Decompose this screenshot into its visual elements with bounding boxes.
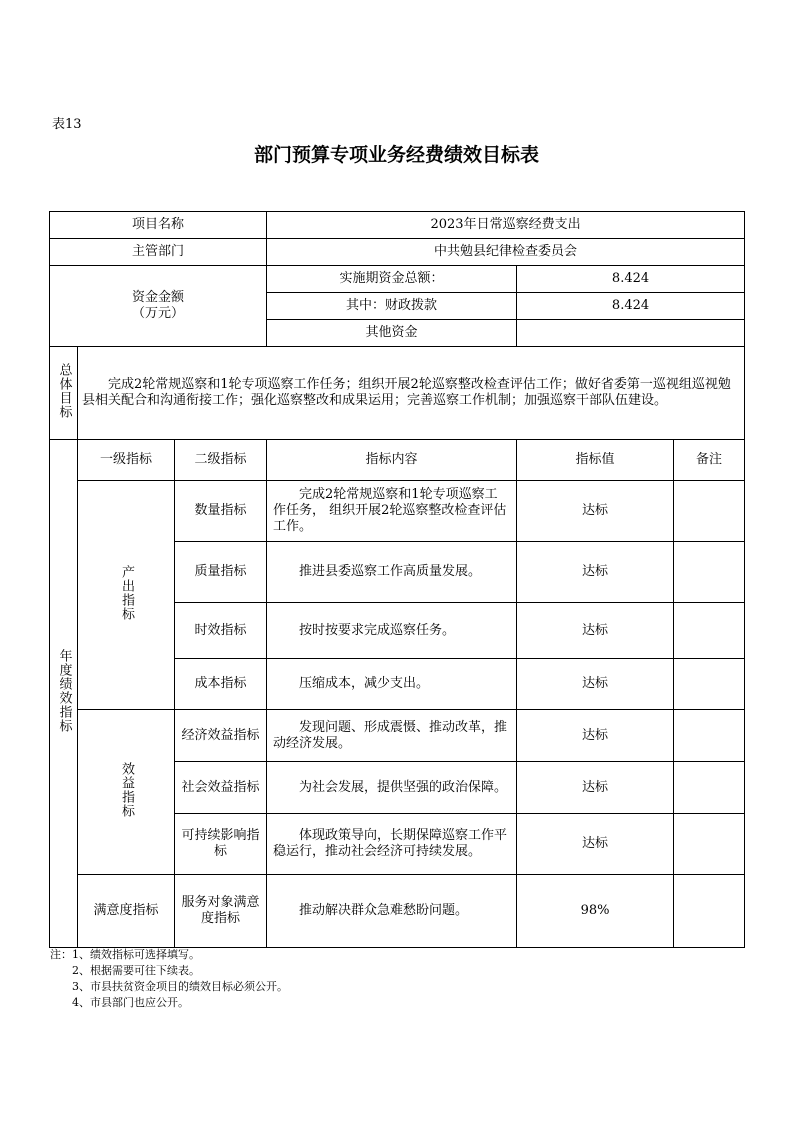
department-label: 主管部门 (50, 239, 267, 266)
fund-fiscal-value: 8.424 (517, 293, 745, 320)
header-level2: 二级指标 (175, 440, 267, 481)
page-title: 部门预算专项业务经费绩效目标表 (253, 144, 539, 166)
indicator-row (50, 481, 745, 542)
header-level1: 一级指标 (78, 440, 175, 481)
indicator-remark (674, 814, 745, 875)
header-content: 指标内容 (267, 440, 517, 481)
footnote-line: 4、市县部门也应公开。 (50, 996, 189, 1009)
indicator-row (50, 710, 745, 762)
level2-label: 时效指标 (175, 603, 267, 659)
header-remark: 备注 (674, 440, 745, 481)
table-number: 表13 (52, 117, 82, 132)
indicator-value: 达标 (517, 659, 674, 710)
indicator-remark (674, 481, 745, 542)
overall-goal-label-cell (50, 347, 78, 440)
project-name-label: 项目名称 (50, 212, 267, 239)
footnotes (50, 947, 288, 1011)
overall-goal-text: 完成2轮常规巡察和1轮专项巡察工作任务；组织开展2轮巡察整改检查评估工作；做好省委第一巡视组巡视勉县相关配合和沟通衔接工作；强化巡察整改和成果运用；完善巡察工作机制；加强巡察干部队伍建设。 (78, 347, 745, 440)
output-indicator-label: 产出指标 (119, 564, 134, 621)
level2-label: 质量指标 (175, 542, 267, 603)
indicator-content: 按时按要求完成巡察任务。 (267, 603, 517, 659)
indicator-remark (674, 710, 745, 762)
footnote-line: 注：1、绩效指标可选择填写。 (50, 948, 200, 961)
indicator-content: 推进县委巡察工作高质量发展。 (267, 542, 517, 603)
indicator-header-row (50, 440, 745, 481)
satisfaction-indicator-label: 满意度指标 (78, 875, 175, 948)
indicator-content: 压缩成本，减少支出。 (267, 659, 517, 710)
level2-label: 社会效益指标 (175, 762, 267, 814)
indicator-value: 达标 (517, 762, 674, 814)
benefit-indicator-label: 效益指标 (119, 761, 134, 818)
indicator-remark (674, 542, 745, 603)
indicator-value: 达标 (517, 542, 674, 603)
level2-label: 成本指标 (175, 659, 267, 710)
indicator-row (50, 875, 745, 948)
indicator-content: 推动解决群众急难愁盼问题。 (267, 875, 517, 948)
level2-label: 服务对象满意度指标 (175, 875, 267, 948)
fund-total-label: 实施期资金总额： (267, 266, 517, 293)
footnote-line: 2、根据需要可往下续表。 (50, 964, 200, 977)
indicator-content: 完成2轮常规巡察和1轮专项巡察工作任务， 组织开展2轮巡察整改检查评估工作。 (267, 481, 517, 542)
fund-label: 资金金额 (132, 290, 185, 305)
fund-total-row (50, 266, 745, 293)
indicator-content: 为社会发展，提供坚强的政治保障。 (267, 762, 517, 814)
indicator-value: 98% (517, 875, 674, 948)
indicator-content: 体现政策导向，长期保障巡察工作平稳运行，推动社会经济可持续发展。 (267, 814, 517, 875)
fund-unit: （万元） (132, 306, 185, 321)
fund-fiscal-label: 其中：财政拨款 (267, 293, 517, 320)
project-name-value: 2023年日常巡察经费支出 (267, 212, 745, 239)
indicator-remark (674, 762, 745, 814)
indicator-remark (674, 875, 745, 948)
indicator-value: 达标 (517, 603, 674, 659)
overall-goal-label: 总体目标 (56, 362, 72, 419)
fund-other-label: 其他资金 (267, 320, 517, 347)
annual-indicators-label-cell (50, 440, 78, 948)
level2-label: 经济效益指标 (175, 710, 267, 762)
fund-total-value: 8.424 (517, 266, 745, 293)
department-value: 中共勉县纪律检查委员会 (267, 239, 745, 266)
level2-label: 数量指标 (175, 481, 267, 542)
indicator-remark (674, 603, 745, 659)
project-name-row (50, 212, 745, 239)
fund-label-cell (50, 266, 267, 347)
header-value: 指标值 (517, 440, 674, 481)
output-indicator-cell (78, 481, 175, 710)
overall-goal-row (50, 347, 745, 440)
indicator-content: 发现问题、形成震慑、推动改革，推动经济发展。 (267, 710, 517, 762)
department-row (50, 239, 745, 266)
indicator-remark (674, 659, 745, 710)
performance-table (49, 211, 745, 948)
footnote-line: 3、市县扶贫资金项目的绩效目标必须公开。 (50, 980, 288, 993)
indicator-value: 达标 (517, 814, 674, 875)
benefit-indicator-cell (78, 710, 175, 875)
level2-label: 可持续影响指标 (175, 814, 267, 875)
annual-indicators-label: 年度绩效指标 (56, 649, 72, 733)
indicator-value: 达标 (517, 481, 674, 542)
fund-other-value (517, 320, 745, 347)
indicator-value: 达标 (517, 710, 674, 762)
